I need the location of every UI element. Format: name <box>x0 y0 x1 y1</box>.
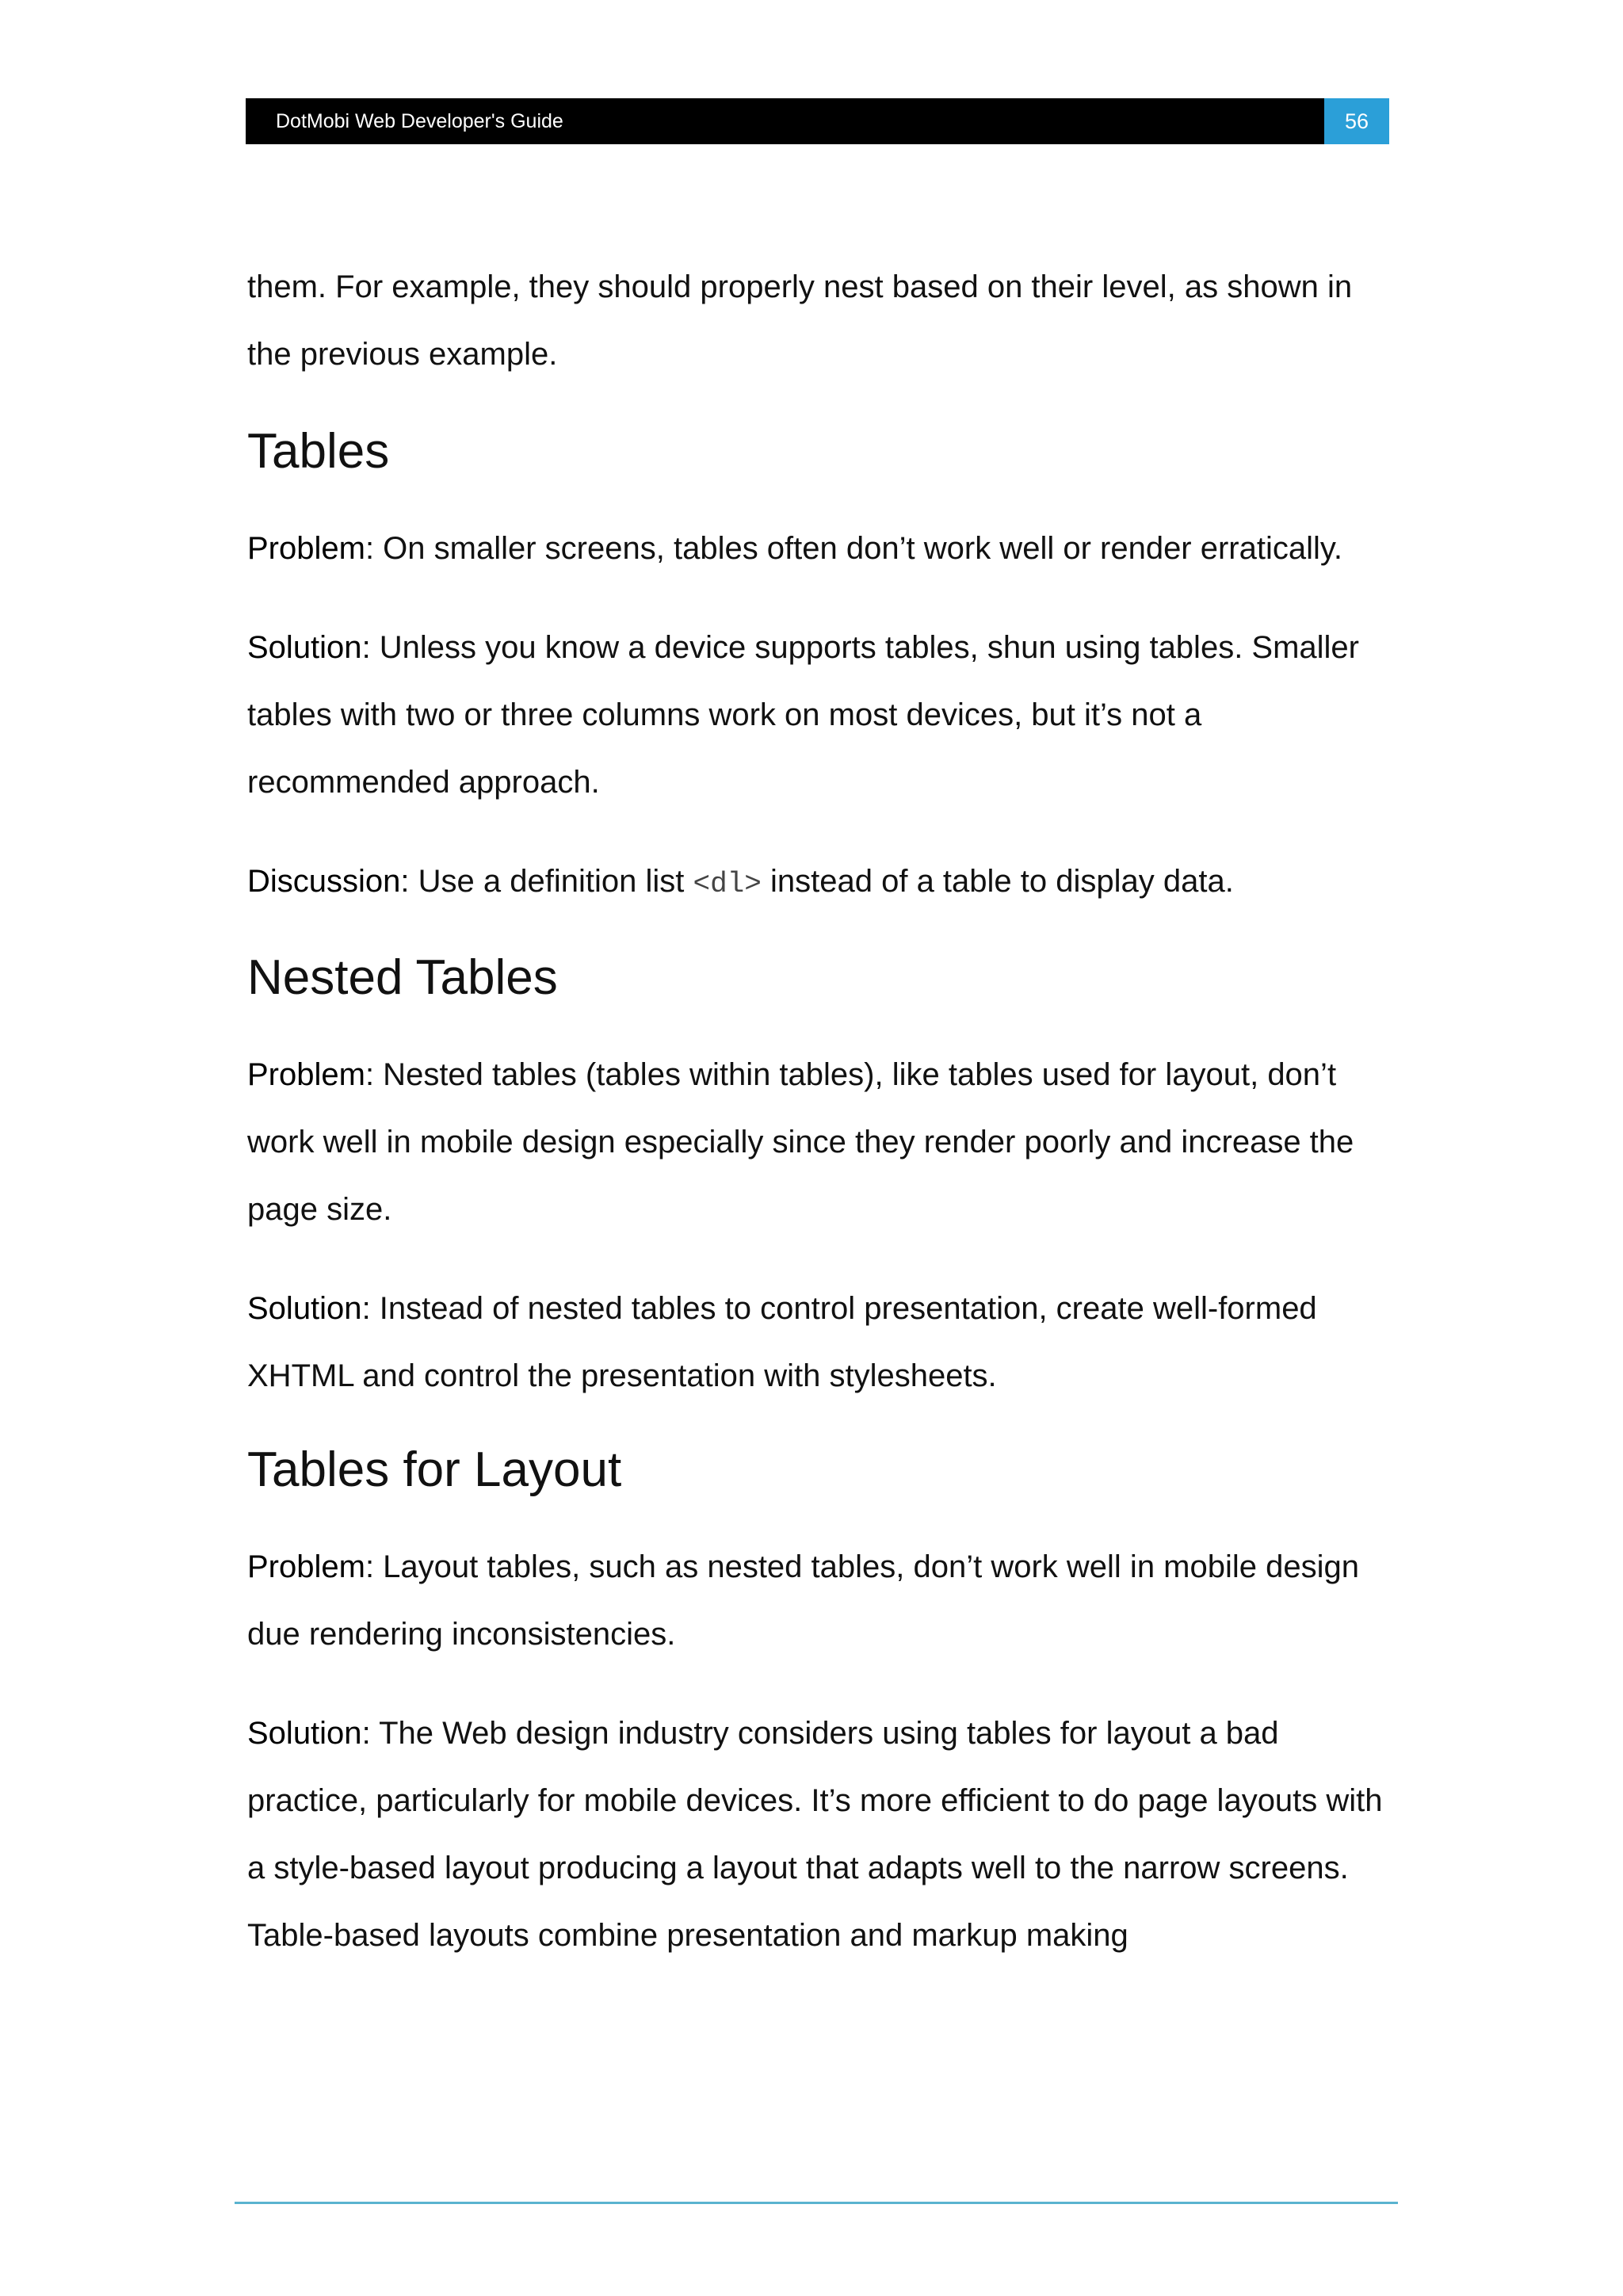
problem-text: : Layout tables, such as nested tables, don’t work well in mobile design due rendering inconsistencies. <box>247 1549 1359 1652</box>
layout-solution-paragraph <box>247 1700 1388 1969</box>
page-content <box>247 254 1388 1969</box>
section-heading-tables: Tables <box>247 424 390 479</box>
layout-problem-paragraph <box>247 1534 1388 1668</box>
tables-solution-paragraph <box>247 614 1388 816</box>
nested-tables-solution-paragraph <box>247 1275 1388 1410</box>
section-heading-tables-for-layout: Tables for Layout <box>247 1442 622 1497</box>
discussion-label: Discussion <box>247 864 401 899</box>
dl-code: <dl> <box>693 868 762 900</box>
solution-label: Solution <box>247 1716 362 1751</box>
discussion-text-before: : Use a definition list <box>400 864 693 899</box>
problem-label: Problem <box>247 1057 365 1092</box>
problem-label: Problem <box>247 1549 365 1584</box>
problem-text: : On smaller screens, tables often don’t work well or render erratically. <box>365 531 1343 566</box>
nested-tables-problem-paragraph <box>247 1041 1388 1244</box>
footer-rule <box>235 2202 1398 2204</box>
tables-problem-paragraph <box>247 515 1388 583</box>
problem-text: : Nested tables (tables within tables), like tables used for layout, don’t work well in mobile design especially since they render poorly and increase the page size. <box>247 1057 1354 1227</box>
section-heading-nested-tables: Nested Tables <box>247 950 558 1005</box>
discussion-text-after: instead of a table to display data. <box>761 864 1234 899</box>
page-number: 56 <box>1324 98 1389 144</box>
page-header <box>246 98 1389 144</box>
solution-label: Solution <box>247 1291 362 1326</box>
solution-label: Solution <box>247 630 362 665</box>
tables-discussion-paragraph <box>247 848 1388 918</box>
intro-paragraph: them. For example, they should properly nest based on their level, as shown in the previous example. <box>247 269 1353 372</box>
header-title: DotMobi Web Developer's Guide <box>276 110 563 132</box>
problem-label: Problem <box>247 531 365 566</box>
solution-text: : Unless you know a device supports tables, shun using tables. Smaller tables with two or three columns work on most devices, but it’s not a recommended approach. <box>247 630 1359 800</box>
solution-text: : The Web design industry considers using tables for layout a bad practice, particularly for mobile devices. It’s more efficient to do page layouts with a style-based layout producing a layout that adapts well to the narrow screens. Table-based layouts combine presentation and markup making <box>247 1716 1383 1953</box>
solution-text: : Instead of nested tables to control presentation, create well-formed XHTML and control the presentation with stylesheets. <box>247 1291 1317 1393</box>
